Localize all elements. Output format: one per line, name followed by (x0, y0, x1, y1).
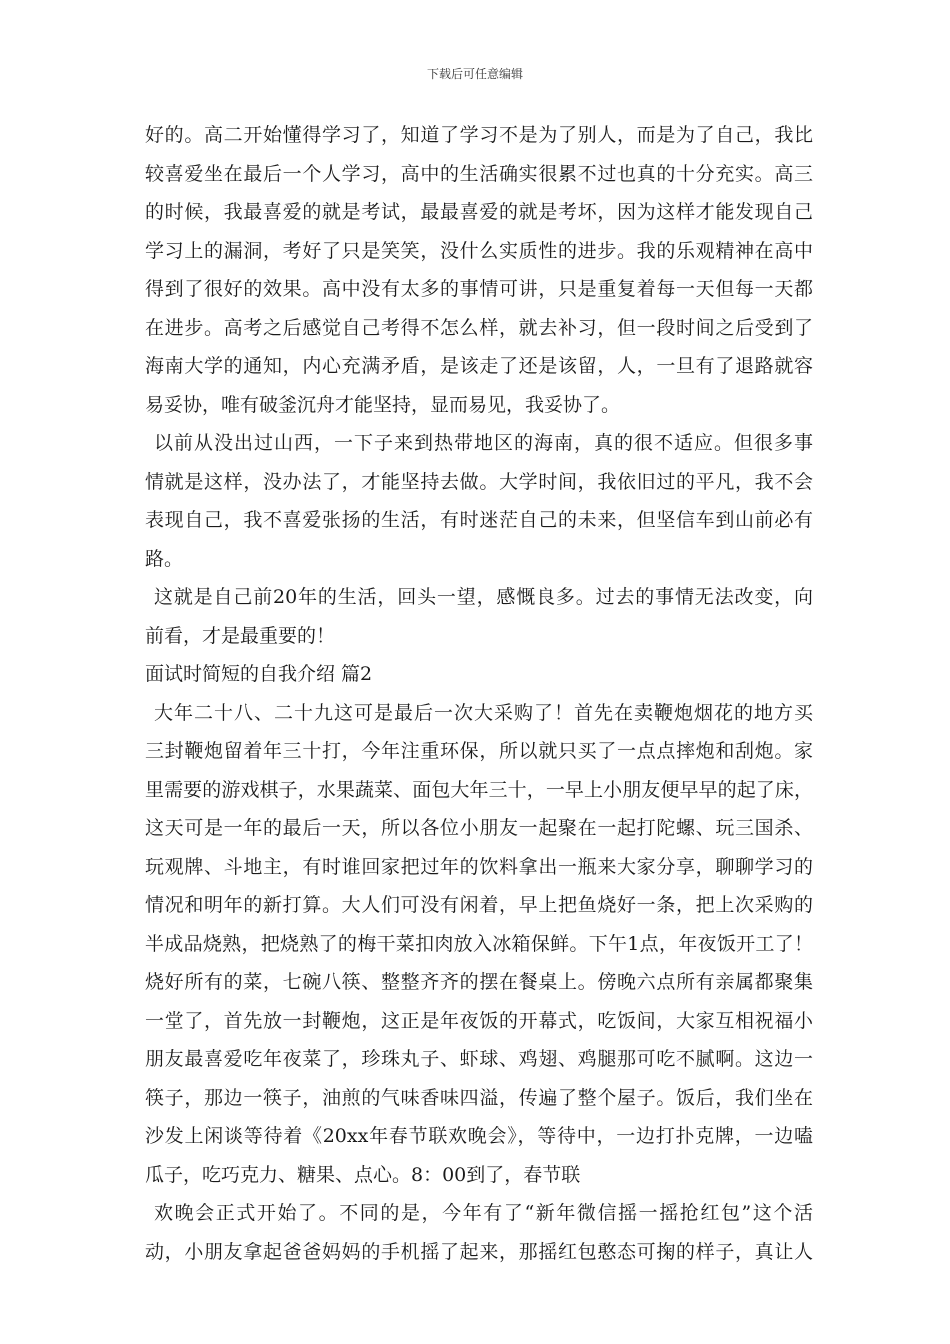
text-line: 烧好所有的菜，七碗八筷、整整齐齐的摆在餐桌上。傍晚六点所有亲属都聚集 (145, 971, 813, 993)
text-line: 较喜爱坐在最后一个人学习，高中的生活确实很累不过也真的十分充实。高三 (145, 162, 813, 185)
text-line: 大年二十八、二十九这可是最后一次大采购了！首先在卖鞭炮烟花的地方买 (154, 701, 813, 724)
text-line: 的时候，我最喜爱的就是考试，最最喜爱的就是考坏，因为这样才能发现自己 (145, 201, 813, 223)
text-line: 以前从没出过山西，一下子来到热带地区的海南，真的很不适应。但很多事 (154, 432, 813, 454)
text-line: 三封鞭炮留着年三十打，今年注重环保，所以就只买了一点点摔炮和刮炮。家 (145, 740, 813, 762)
text-line: 路。 (145, 547, 184, 570)
text-line: 瓜子，吃巧克力、糖果、点心。8：00到了，春节联 (145, 1163, 581, 1186)
text-line: 表现自己，我不喜爱张扬的生活，有时迷茫自己的未来，但坚信车到山前必有 (145, 509, 813, 531)
text-line: 沙发上闲谈等待着《20xx年春节联欢晚会》，等待中，一边打扑克牌，一边嗑 (145, 1125, 813, 1147)
text-line: 面试时简短的自我介绍 篇2 (145, 663, 373, 685)
text-line: 好的。高二开始懂得学习了，知道了学习不是为了别人，而是为了自己，我比 (145, 124, 813, 146)
text-line: 这天可是一年的最后一天，所以各位小朋友一起聚在一起打陀螺、玩三国杀、 (145, 817, 813, 839)
text-line: 欢晚会正式开始了。不同的是，今年有了“新年微信摇一摇抢红包”这个活 (154, 1202, 813, 1224)
text-line: 情况和明年的新打算。大人们可没有闲着，早上把鱼烧好一条，把上次采购的 (145, 894, 813, 916)
text-line: 这就是自己前20年的生活，回头一望，感慨良多。过去的事情无法改变，向 (154, 586, 813, 608)
text-line: 玩观牌、斗地主，有时谁回家把过年的饮料拿出一瓶来大家分享，聊聊学习的 (145, 855, 813, 878)
text-line: 筷子，那边一筷子，油煎的气味香味四溢，传遍了整个屋子。饭后，我们坐在 (145, 1086, 813, 1109)
text-line: 动，小朋友拿起爸爸妈妈的手机摇了起来，那摇红包憨态可掬的样子，真让人 (145, 1240, 813, 1263)
text-line: 得到了很好的效果。高中没有太多的事情可讲，只是重复着每一天但每一天都 (145, 278, 813, 300)
text-line: 一堂了，首先放一封鞭炮，这正是年夜饭的开幕式，吃饭间，大家互相祝福小 (145, 1009, 813, 1032)
text-line: 朋友最喜爱吃年夜菜了，珍珠丸子、虾球、鸡翅、鸡腿那可吃不腻啊。这边一 (145, 1048, 813, 1070)
text-line: 前看，才是最重要的！ (145, 624, 336, 647)
text-line: 情就是这样，没办法了，才能坚持去做。大学时间，我依旧过的平凡，我不会 (145, 470, 813, 493)
text-line: 海南大学的通知，内心充满矛盾，是该走了还是该留，人，一旦有了退路就容 (145, 355, 813, 377)
text-line: 易妥协，唯有破釜沉舟才能坚持，显而易见，我妥协了。 (145, 393, 621, 416)
text-line: 在进步。高考之后感觉自己考得不怎么样，就去补习，但一段时间之后受到了 (145, 316, 813, 339)
text-line: 里需要的游戏棋子，水果蔬菜、面包大年三十，一早上小朋友便早早的起了床， (145, 778, 813, 801)
text-line: 学习上的漏洞，考好了只是笑笑，没什么实质性的进步。我的乐观精神在高中 (145, 239, 813, 262)
text-line: 半成品烧熟，把烧熟了的梅干菜扣肉放入冰箱保鲜。下午1点，年夜饭开工了！ (145, 932, 813, 955)
page-header: 下载后可任意编辑 (426, 67, 523, 81)
document-body (145, 116, 813, 1271)
